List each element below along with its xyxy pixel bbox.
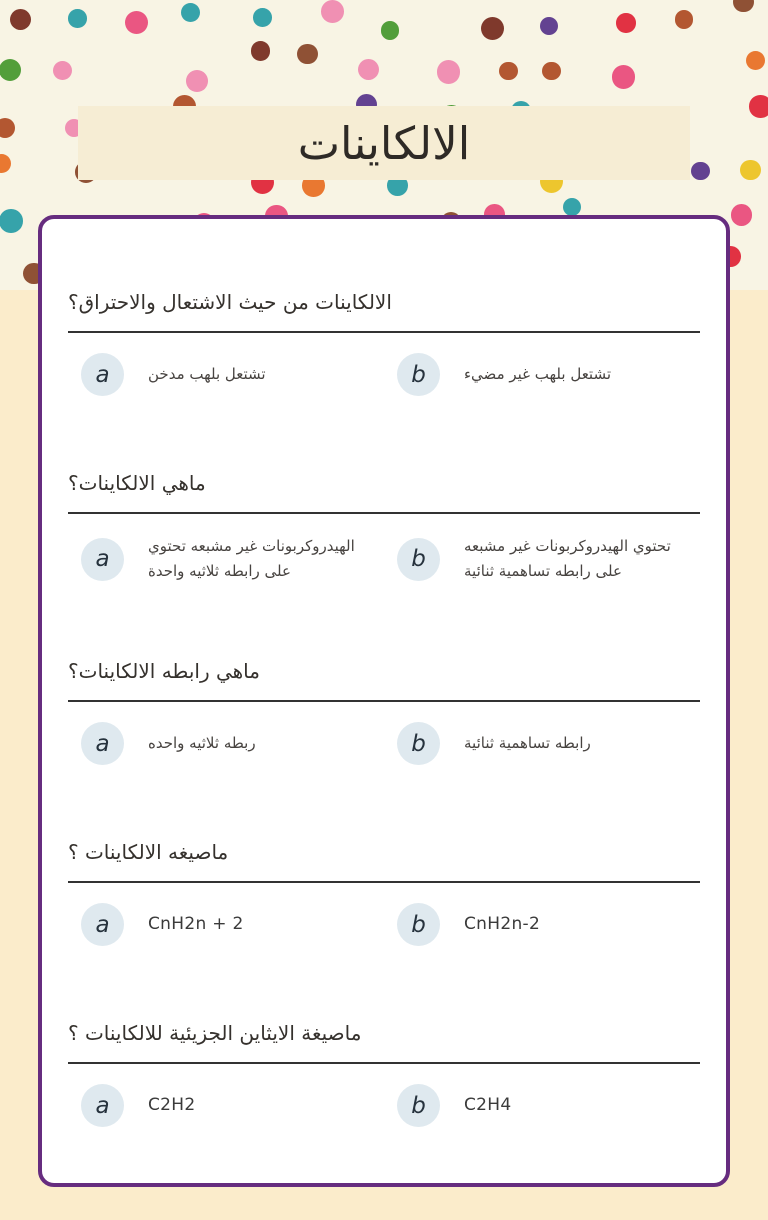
question-block-2 [68, 468, 700, 584]
confetti-dot [740, 160, 760, 180]
answer-option-a[interactable] [68, 903, 384, 946]
confetti-dot [68, 9, 86, 27]
option-letter-badge[interactable]: b [397, 903, 440, 946]
option-letter-badge[interactable]: a [81, 1084, 124, 1127]
options-row [68, 722, 700, 765]
confetti-dot [253, 8, 272, 27]
confetti-dot [381, 21, 399, 39]
confetti-dot [125, 11, 148, 34]
confetti-dot [746, 51, 765, 70]
option-text: الهيدروكربونات غير مشبعه تحتوي على رابطه ثلاثيه واحدة [148, 537, 355, 580]
page-title: الالكاينات [297, 116, 471, 170]
worksheet-card [38, 215, 730, 1187]
answer-option-a[interactable] [68, 353, 384, 396]
option-text: تحتوي الهيدروكربونات غير مشبعه على رابطه تساهمية ثنائية [464, 537, 671, 580]
confetti-dot [616, 13, 636, 33]
confetti-dot [53, 61, 72, 80]
confetti-dot [540, 17, 558, 35]
question-divider [68, 331, 700, 333]
question-block-4 [68, 837, 700, 946]
confetti-dot [437, 60, 461, 84]
option-letter-badge[interactable]: a [81, 722, 124, 765]
question-divider [68, 512, 700, 514]
confetti-dot [563, 198, 581, 216]
option-text: CnH2n + 2 [148, 914, 244, 934]
confetti-dot [542, 62, 561, 81]
answer-option-a[interactable] [68, 534, 384, 584]
option-letter-badge[interactable]: a [81, 903, 124, 946]
question-divider [68, 881, 700, 883]
question-title: ماصيغه الالكاينات ؟ [68, 840, 229, 864]
answer-option-b[interactable] [384, 1084, 700, 1127]
question-block-1 [68, 287, 700, 396]
confetti-dot [251, 41, 271, 61]
options-row [68, 903, 700, 946]
confetti-dot [691, 162, 710, 181]
question-title: الالكاينات من حيث الاشتعال والاحتراق؟ [68, 290, 392, 314]
answer-option-a[interactable] [68, 1084, 384, 1127]
confetti-dot [0, 154, 11, 173]
option-letter-badge[interactable]: b [397, 353, 440, 396]
option-text: تشتعل بلهب غير مضيء [464, 365, 612, 383]
options-row [68, 534, 700, 584]
confetti-dot [181, 3, 200, 22]
confetti-dot [186, 70, 208, 92]
confetti-dot [731, 204, 753, 226]
option-letter-badge[interactable]: a [81, 538, 124, 581]
option-letter-badge[interactable]: b [397, 1084, 440, 1127]
confetti-dot [0, 59, 21, 82]
answer-option-b[interactable] [384, 903, 700, 946]
answer-option-b[interactable] [384, 353, 700, 396]
option-text: تشتعل بلهب مدخن [148, 365, 266, 383]
answer-option-b[interactable] [384, 722, 700, 765]
question-divider [68, 700, 700, 702]
answer-option-a[interactable] [68, 722, 384, 765]
option-text: ربطه ثلاثيه واحده [148, 734, 256, 752]
confetti-dot [0, 209, 23, 233]
options-row [68, 353, 700, 396]
option-text: C2H2 [148, 1095, 196, 1115]
question-title: ماهي الالكاينات؟ [68, 471, 206, 495]
confetti-dot [749, 95, 768, 117]
confetti-dot [0, 118, 15, 138]
question-divider [68, 1062, 700, 1064]
option-letter-badge[interactable]: b [397, 538, 440, 581]
question-block-3 [68, 656, 700, 765]
answer-option-b[interactable] [384, 534, 700, 584]
confetti-dot [499, 62, 518, 81]
confetti-dot [675, 10, 693, 28]
confetti-dot [10, 9, 31, 30]
option-text: رابطه تساهمية ثنائية [464, 734, 591, 752]
question-block-5 [68, 1018, 700, 1127]
option-letter-badge[interactable]: a [81, 353, 124, 396]
confetti-dot [321, 0, 344, 23]
confetti-dot [733, 0, 754, 12]
options-row [68, 1084, 700, 1127]
confetti-dot [297, 44, 317, 64]
confetti-dot [481, 17, 504, 40]
question-title: ماهي رابطه الالكاينات؟ [68, 659, 260, 683]
worksheet-title-banner [78, 106, 690, 180]
option-text: CnH2n-2 [464, 914, 541, 934]
confetti-dot [612, 65, 636, 89]
option-text: C2H4 [464, 1095, 512, 1115]
confetti-dot [358, 59, 379, 80]
question-title: ماصيغة الايثاين الجزيئية للالكاينات ؟ [68, 1021, 362, 1045]
option-letter-badge[interactable]: b [397, 722, 440, 765]
